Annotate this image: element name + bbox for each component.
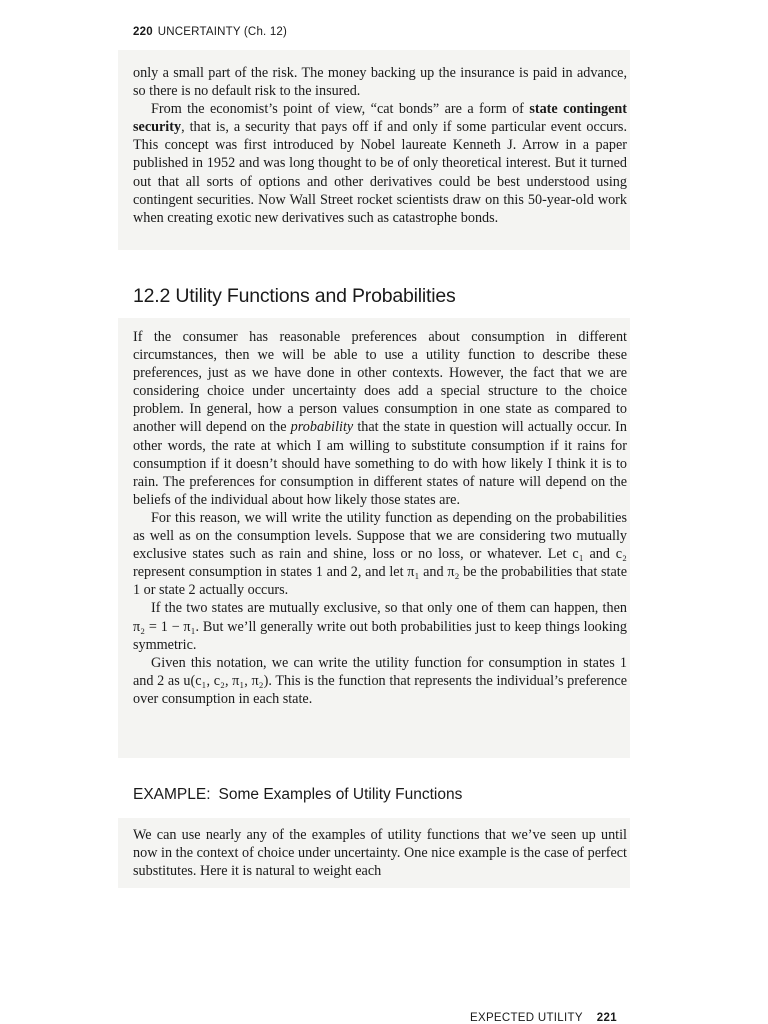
paragraph: If the two states are mutually exclusive, so that only one of them can happen, then π₂ = 1 − π₁. But we’ll generally write out both probabilities just to keep things looking symmetric. xyxy=(133,600,627,653)
running-footer xyxy=(470,1012,617,1024)
paragraph-text: From the economist’s point of view, “cat bonds” are a form of xyxy=(151,101,530,118)
footer-running-title: EXPECTED UTILITY xyxy=(470,1012,583,1024)
paragraph-text: that the state in question will actually occur. In other words, the rate at which I am willing to substitute consumption if it rains for consumption if it doesn’t should have something to do with how likely I think it is to rain. The preferences for consumption in different states of nature will depend on the beliefs of the individual about how likely those states are. xyxy=(133,419,627,508)
example-label: EXAMPLE: xyxy=(133,786,211,803)
key-term: state contingent security xyxy=(133,101,627,136)
footer-page-number: 221 xyxy=(596,1012,617,1024)
emphasis: probability xyxy=(290,419,354,436)
paragraph-text: If the consumer has reasonable preferences about consumption in different circumstances, then we will be able to use a utility function to describe these preferences, just as we have done in other contexts. However, the fact that we are considering choice under uncertainty does add a special structure to the choice problem. In general, how a person values consumption in one state as compared to another will depend on the xyxy=(133,329,627,436)
paragraph xyxy=(133,328,627,509)
continued-text xyxy=(133,64,627,227)
example-heading xyxy=(133,786,462,804)
section-heading: 12.2 Utility Functions and Probabilities xyxy=(133,285,456,307)
paragraph xyxy=(133,100,627,227)
paragraph: For this reason, we will write the utility function as depending on the probabilities as well as on the consumption levels. Suppose that we are considering two mutually exclusive states such as rain and shine, loss or no loss, or whatever. Let c₁ and c₂ represent consumption in states 1 and 2, and let π₁ and π₂ be the probabilities that state 1 or state 2 actually occurs. xyxy=(133,509,627,599)
paragraph: only a small part of the risk. The money backing up the insurance is paid in advance, so there is no default risk to the insured. xyxy=(133,65,627,100)
example-title: Some Examples of Utility Functions xyxy=(218,786,463,803)
paragraph-text: , that is, a security that pays off if and only if some particular event occurs. This concept was first introduced by Nobel laureate Kenneth J. Arrow in a paper published in 1952 and was long thought to be of only theoretical interest. But it turned out that all sorts of options and other derivatives could be best understood using contingent securities. Now Wall Street rocket scientists draw on this 50-year-old work when creating exotic new derivatives such as catastrophe bonds. xyxy=(133,119,627,226)
paragraph: Given this notation, we can write the utility function for consumption in states 1 and 2 as u(c₁, c₂, π₁, π₂). This is the function that represents the individual’s preference over consumption in each state. xyxy=(133,654,627,707)
example-body xyxy=(133,826,627,880)
section-body xyxy=(133,328,627,708)
header-page-number: 220 xyxy=(133,26,153,38)
paragraph: We can use nearly any of the examples of utility functions that we’ve seen up until now in the context of choice under uncertainty. One nice example is the case of perfect substitutes. Here it is natural to weight each xyxy=(133,827,627,880)
header-running-title: UNCERTAINTY (Ch. 12) xyxy=(157,26,288,38)
running-header xyxy=(133,26,287,38)
